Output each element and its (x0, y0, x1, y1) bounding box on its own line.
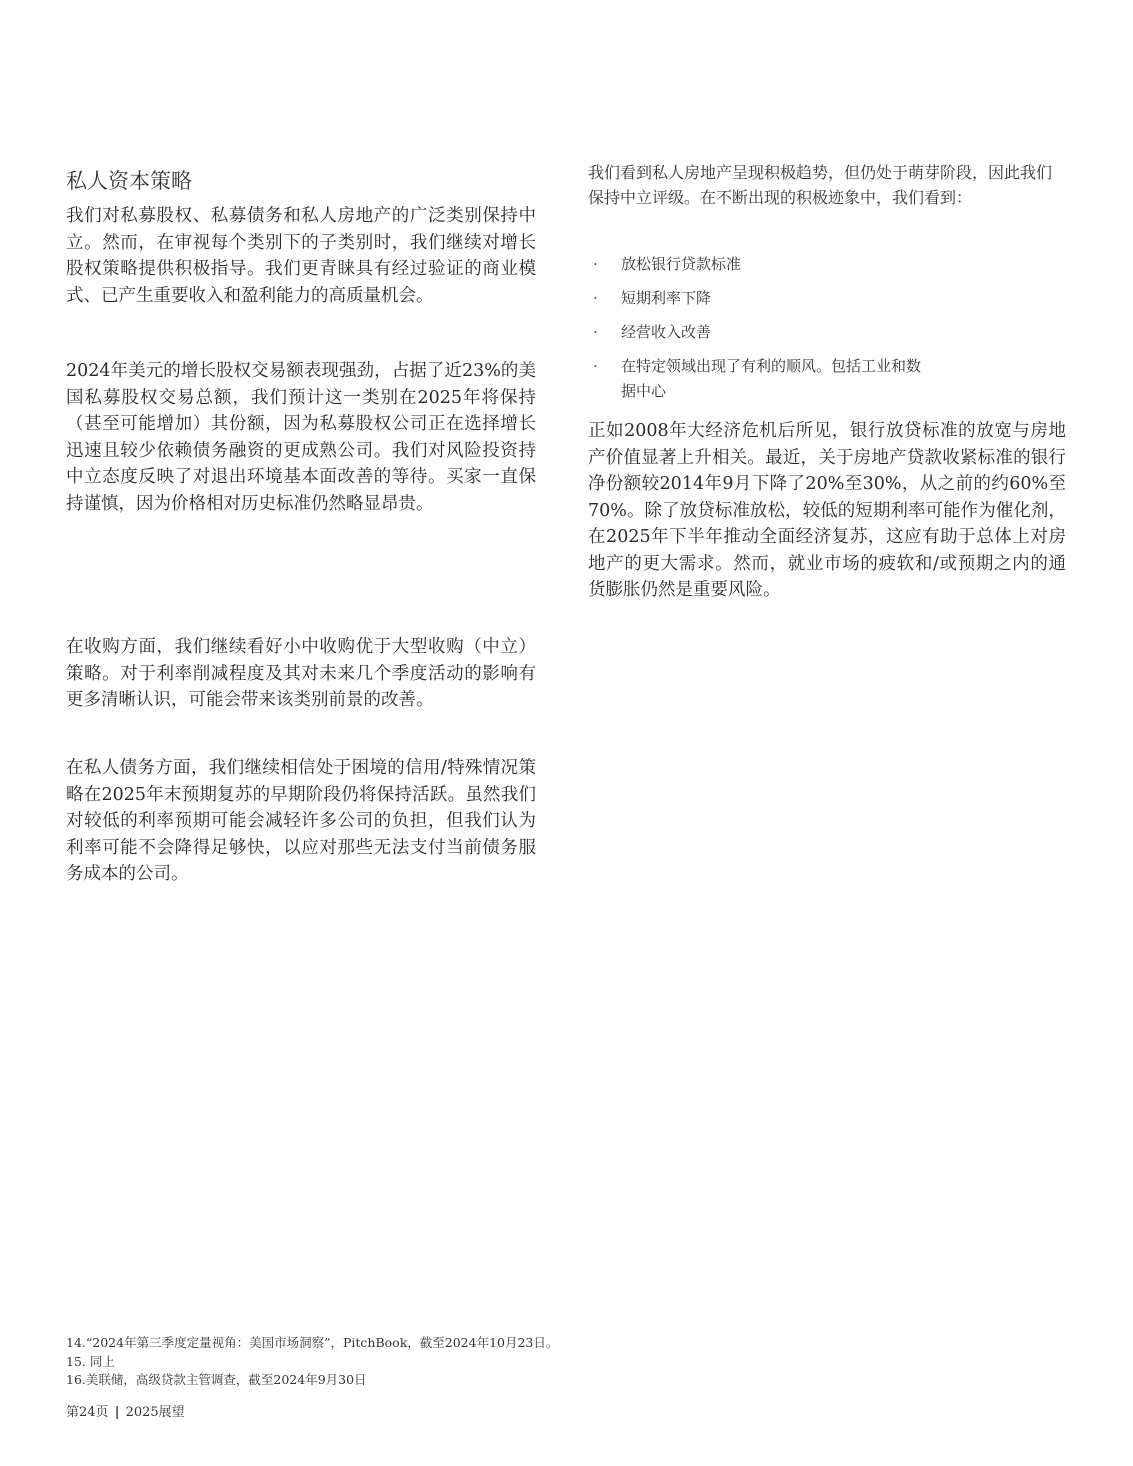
bullet-marker: · (593, 357, 598, 375)
paragraph-private-capital-overview: 我们对私募股权、私募债务和私人房地产的广泛类别保持中立。然而，在审视每个类别下的子类别时，我们继续对增长股权策略提供积极指导。我们更青睐具有经过验证的商业模式、已产生重要收入和盈利能力的高质量机会。 (66, 206, 536, 306)
footnote-15: 15. 同上 (66, 1353, 115, 1369)
footnote-14: 14.“2024年第三季度定量视角：美国市场洞察”，PitchBook，截至2024年10月23日。 (66, 1335, 559, 1350)
bullet-marker: · (593, 323, 598, 341)
list-item-text: 在特定领域出现了有利的顺风。包括工业和数据中心 (621, 357, 922, 400)
positive-signs-list (588, 252, 1068, 413)
list-item-text: 放松银行贷款标准 (621, 255, 742, 273)
bullet-marker: · (593, 255, 598, 273)
list-item (588, 354, 1068, 404)
section-heading: 私人资本策略 (66, 169, 192, 193)
footnotes (66, 1334, 766, 1390)
paragraph-private-debt: 在私人债务方面，我们继续相信处于困境的信用/特殊情况策略在2025年末预期复苏的早期阶段仍将保持活跃。虽然我们对较低的利率预期可能会减轻许多公司的负担，但我们认为利率可能不会降得足够快，以应对那些无法支付当前债务服务成本的公司。 (66, 758, 536, 884)
bullet-marker: · (593, 289, 598, 307)
footer-separator: | (114, 1405, 120, 1420)
page-number: 第24页 (66, 1405, 109, 1420)
list-item (588, 320, 1068, 345)
paragraph-real-estate-lending: 正如2008年大经济危机后所见，银行放贷标准的放宽与房地产价值显著上升相关。最近，关于房地产贷款收紧标准的银行净份额较2014年9月下降了20%至30%，从之前的约60%至70%。除了放贷标准放松，较低的短期利率可能作为催化剂，在2025年下半年推动全面经济复苏，这应有助于总体上对房地产的更大需求。然而，就业市场的疲软和/或预期之内的通货膨胀仍然是重要风险。 (588, 421, 1066, 600)
list-item (588, 286, 1068, 311)
paragraph-growth-equity: 2024年美元的增长股权交易额表现强劲，占据了近23%的美国私募股权交易总额，我们预计这一类别在2025年将保持（甚至可能增加）其份额，因为私募股权公司正在选择增长迅速且较少依赖债务融资的更成熟公司。我们对风险投资持中立态度反映了对退出环境基本面改善的等待。买家一直保持谨慎，因为价格相对历史标准仍然略显昂贵。 (66, 361, 536, 514)
footnote-16: 16.美联储，高级贷款主管调查，截至2024年9月30日 (66, 1372, 367, 1387)
real-estate-intro: 我们看到私人房地产呈现积极趋势，但仍处于萌芽阶段，因此我们保持中立评级。在不断出现的积极迹象中，我们看到： (588, 163, 1053, 207)
list-item-text: 短期利率下降 (621, 289, 712, 307)
paragraph-buyouts: 在收购方面，我们继续看好小中收购优于大型收购（中立）策略。对于利率削减程度及其对未来几个季度活动的影响有更多清晰认识，可能会带来该类别前景的改善。 (66, 637, 536, 710)
list-item-text: 经营收入改善 (621, 323, 712, 341)
document-title: 2025展望 (125, 1405, 185, 1420)
list-item (588, 252, 1068, 277)
page-footer (66, 1401, 185, 1420)
